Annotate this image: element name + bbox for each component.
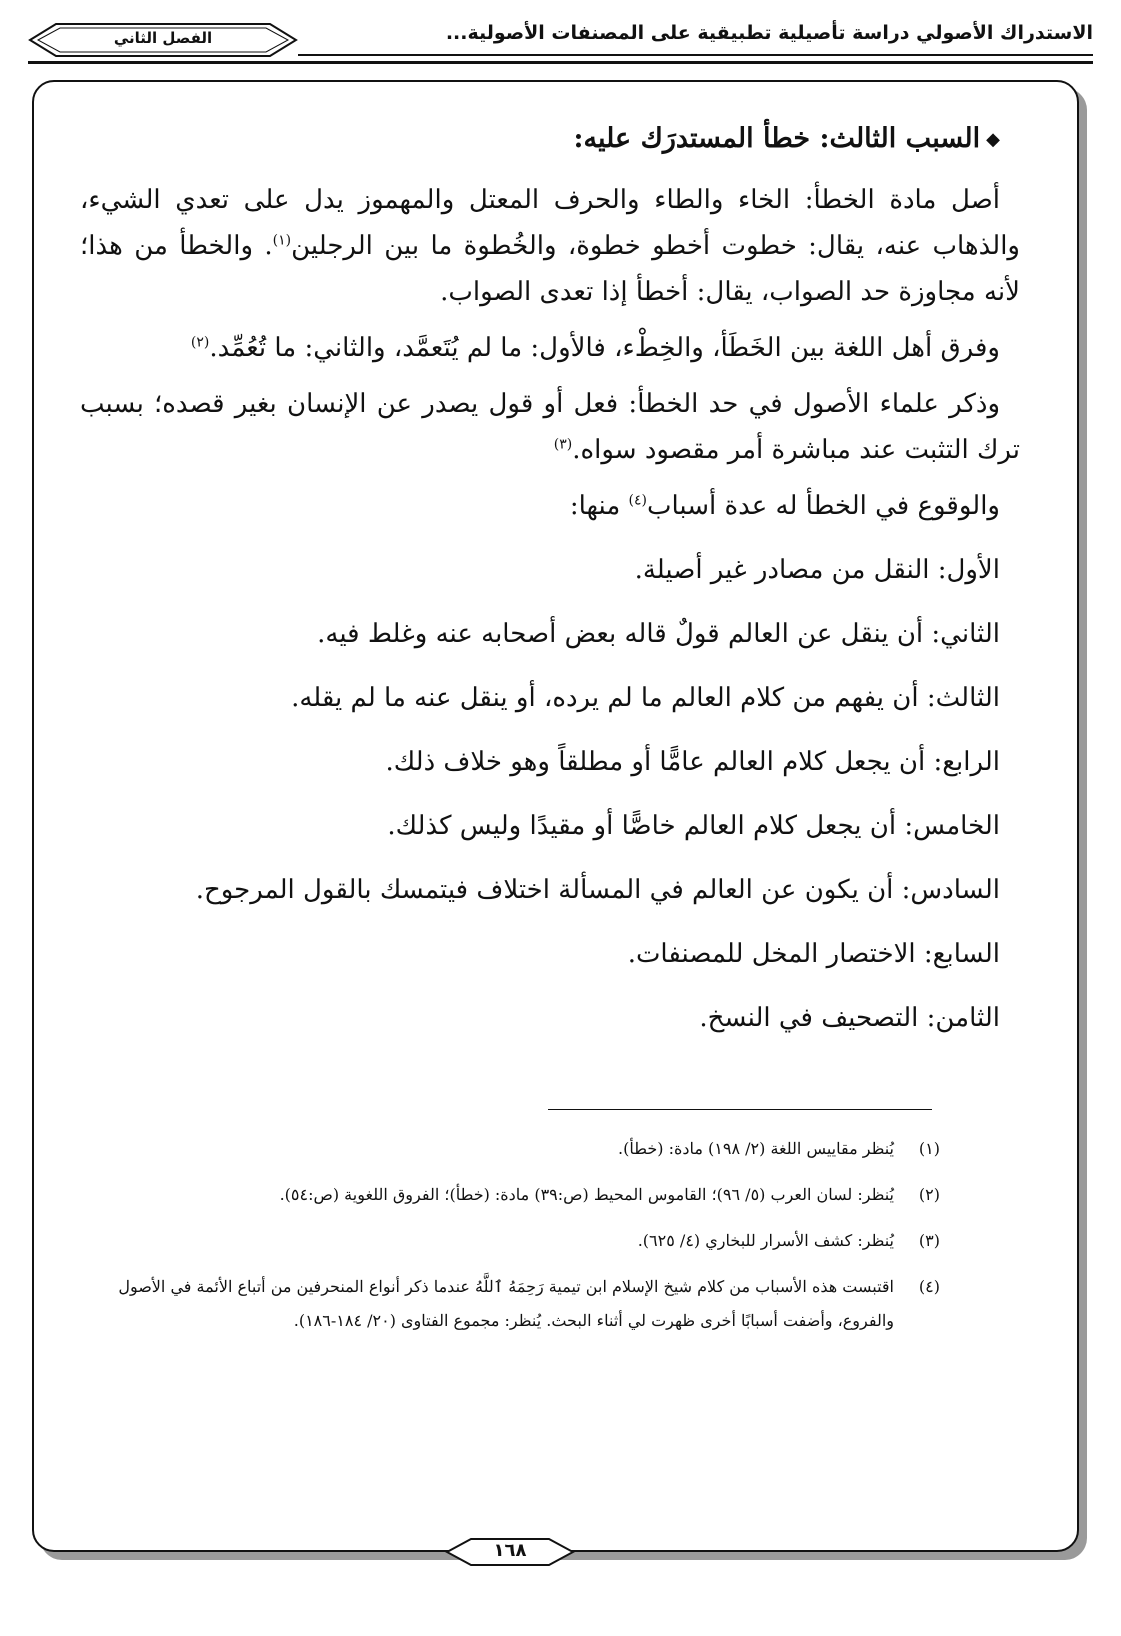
- footnote-number: (١): [918, 1139, 940, 1158]
- running-header: [28, 18, 1093, 66]
- footnote-ref[interactable]: (٣): [553, 435, 573, 452]
- footnote-text: اقتبست هذه الأسباب من كلام شيخ الإسلام ابن تيمية رَحِمَهُ ٱللَّهُ عندما ذكر أنواع المنحرفين من أتباع الأئمة في الأصول والفروع، وأضفت أسبابًا أخرى ظهرت لي أثناء البحث. يُنظر: مجموع الفتاوى (٢٠/ ١٨٤-١٨٦).: [118, 1277, 894, 1330]
- section-heading-text: السبب الثالث: خطأ المستدرَك عليه:: [573, 123, 981, 154]
- paragraph-1: أصل مادة الخطأ: الخاء والطاء والحرف المعتل والمهموز يدل على تعدي الشيء، والذهاب عنه، يقال: خطوت أخطو خطوة، والخُطوة ما بين الرجلين$^{(١)}$. والخطأ من هذا؛ لأنه مجاوزة حد الصواب، يقال: أخطأ إذا تعدى الصواب.: [80, 184, 1020, 307]
- footnote: [80, 1178, 940, 1212]
- main-text: [80, 116, 1020, 1059]
- footnotes: [80, 1132, 940, 1350]
- paragraph-3: وذكر علماء الأصول في حد الخطأ: فعل أو قول يصدر عن الإنسان بغير قصده؛ بسبب ترك التثبت عند مباشرة أمر مقصود سواه.$^{(٣)}$: [80, 388, 1020, 465]
- list-item: السادس: أن يكون عن العالم في المسألة اختلاف فيتمسك بالقول المرجوح.: [195, 874, 1000, 905]
- footnote-number: (٤): [918, 1277, 940, 1296]
- list-item: الأول: النقل من مصادر غير أصيلة.: [634, 554, 1000, 585]
- footnote-text: يُنظر: لسان العرب (٥/ ٩٦)؛ القاموس المحيط (ص:٣٩) مادة: (خطأ)؛ الفروق اللغوية (ص:٥٤).: [279, 1185, 894, 1204]
- footnote-ref[interactable]: (٤): [628, 491, 647, 508]
- chapter-tab: [28, 18, 298, 58]
- footnote-text: يُنظر: كشف الأسرار للبخاري (٤/ ٦٢٥).: [637, 1231, 894, 1250]
- footnote-text: يُنظر مقاييس اللغة (٢/ ١٩٨) مادة: (خطأ).: [618, 1139, 894, 1158]
- footnote-number: (٢): [918, 1185, 940, 1204]
- list-item: الرابع: أن يجعل كلام العالم عامًّا أو مطلقاً وهو خلاف ذلك.: [385, 746, 1000, 777]
- footnote-number: (٣): [918, 1231, 940, 1250]
- page-number: [445, 1536, 575, 1568]
- list-item: السابع: الاختصار المخل للمصنفات.: [627, 938, 1000, 969]
- footnote: [80, 1132, 940, 1166]
- header-rule-thick: [28, 61, 1093, 64]
- footnote-ref[interactable]: (٢): [190, 333, 210, 350]
- page-number-text: ١٦٨: [493, 1540, 527, 1561]
- section-heading: [80, 116, 1000, 163]
- diamond-bullet-icon: ◆: [986, 128, 1000, 150]
- list-item: الثاني: أن ينقل عن العالم قولٌ قاله بعض أصحابه عنه وغلط فيه.: [317, 618, 1000, 649]
- book-title: الاستدراك الأصولي دراسة تأصيلية تطبيقية على المصنفات الأصولية...: [445, 22, 1093, 44]
- paragraph-2: وفرق أهل اللغة بين الخَطَأ، والخِطْء، فالأول: ما لم يُتَعمَّد، والثاني: ما تُعُمِّد.$^{(٢)}$: [190, 332, 1000, 363]
- footnote: [80, 1270, 940, 1338]
- header-rule: [298, 54, 1093, 56]
- chapter-label: الفصل الثاني: [113, 29, 213, 47]
- footnote-ref[interactable]: (١): [272, 231, 292, 248]
- list-item: الثالث: أن يفهم من كلام العالم ما لم يرده، أو ينقل عنه ما لم يقله.: [291, 682, 1000, 713]
- list-item: الخامس: أن يجعل كلام العالم خاصًّا أو مقيدًا وليس كذلك.: [387, 810, 1000, 841]
- footnote-separator: [548, 1109, 932, 1110]
- causes-intro: والوقوع في الخطأ له عدة أسباب$^{(٤)}$ منها:: [569, 490, 1000, 521]
- list-item: الثامن: التصحيف في النسخ.: [699, 1002, 1000, 1033]
- footnote: [80, 1224, 940, 1258]
